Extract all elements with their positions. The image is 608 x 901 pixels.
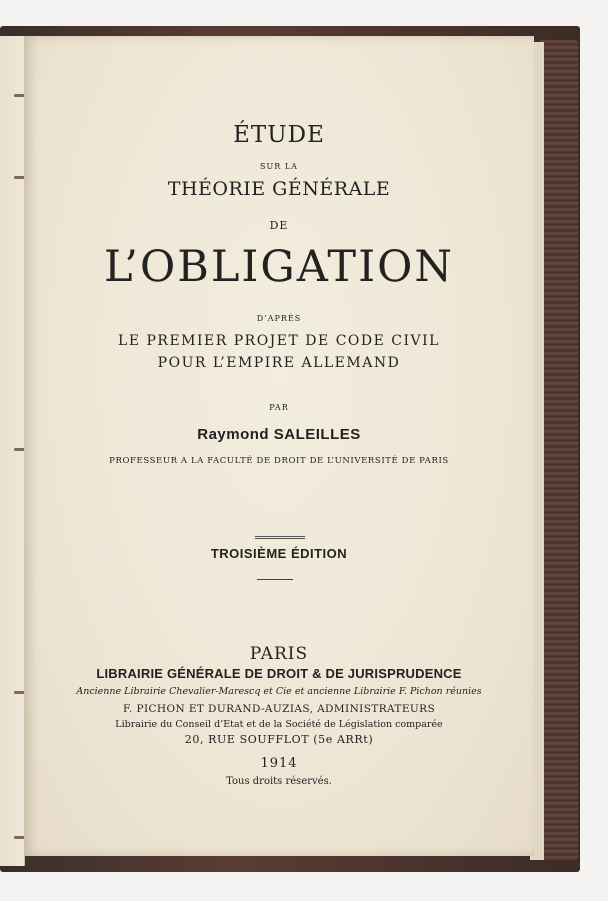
title-par: PAR: [269, 403, 289, 412]
imprint-year: 1914: [260, 756, 298, 771]
divider-rule: [257, 579, 293, 580]
title-dapres: D’APRÈS: [256, 314, 302, 323]
main-title: L’OBLIGATION: [104, 242, 454, 292]
title-theorie: THÉORIE GÉNÉRALE: [167, 178, 391, 200]
edition: TROISIÈME ÉDITION: [210, 546, 348, 561]
title-page: [24, 36, 534, 856]
author-title: PROFESSEUR A LA FACULTÉ DE DROIT DE L’UNIVERSITÉ DE PARIS: [109, 456, 449, 466]
divider-rule: [255, 536, 305, 539]
subtitle-line-1: LE PREMIER PROJET DE CODE CIVIL: [118, 333, 440, 349]
title-etude: ÉTUDE: [233, 122, 325, 148]
title-de: DE: [269, 219, 289, 232]
title-sur-la: SUR LA: [260, 162, 298, 171]
imprint-city: PARIS: [249, 644, 309, 664]
author-name: Raymond SALEILLES: [197, 426, 361, 443]
imprint-ancienne: Ancienne Librairie Chevalier-Marescq et Cie et ancienne Librairie F. Pichon réunies: [76, 686, 482, 697]
imprint-publisher: LIBRAIRIE GÉNÉRALE DE DROIT & DE JURISPRUDENCE: [96, 666, 462, 681]
imprint-administrators: F. PICHON ET DURAND-AUZIAS, ADMINISTRATEURS: [122, 703, 436, 715]
subtitle-line-2: POUR L’EMPIRE ALLEMAND: [157, 355, 401, 371]
imprint-rights: Tous droits réservés.: [226, 776, 332, 787]
left-leaf: [0, 36, 25, 866]
imprint-conseil: Librairie du Conseil d’Etat et de la Société de Législation comparée: [115, 719, 443, 730]
book-spine-edge: [540, 40, 578, 860]
imprint-address: 20, RUE SOUFFLOT (5e ARRt): [184, 733, 374, 746]
